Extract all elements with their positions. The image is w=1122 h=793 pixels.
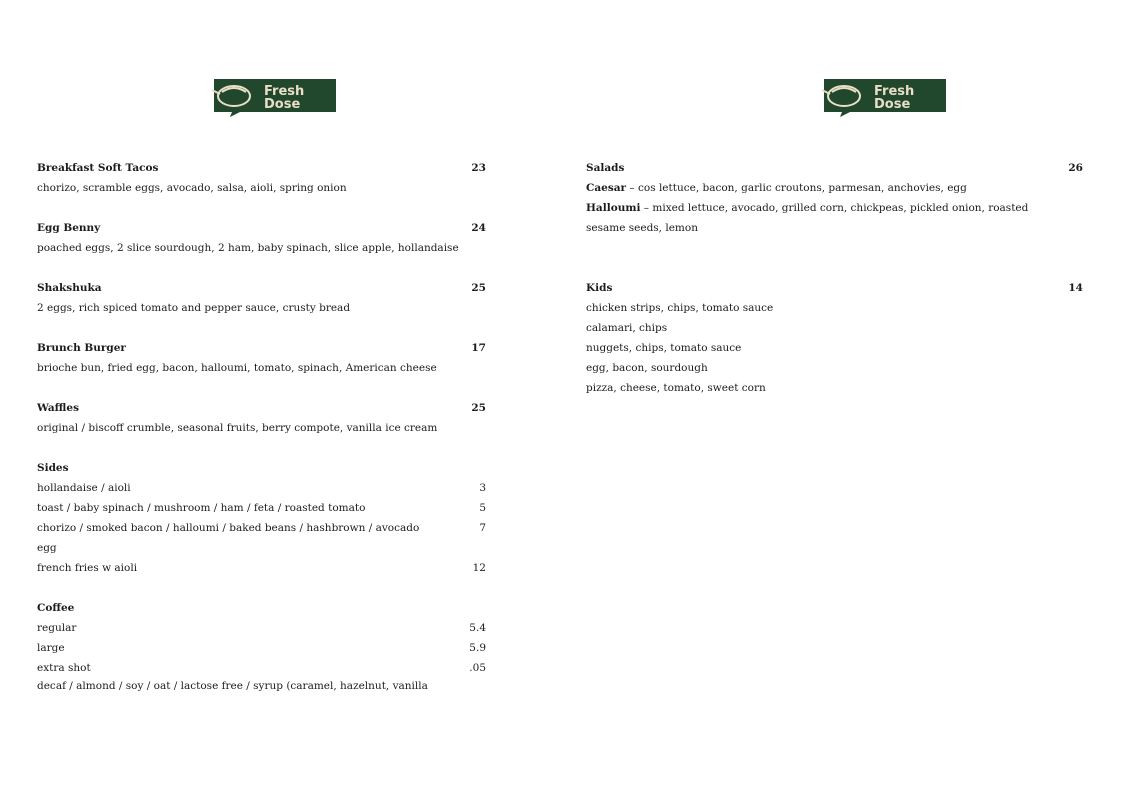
salad-description-cont: sesame seeds, lemon bbox=[586, 222, 698, 234]
coffee-price: .05 bbox=[469, 662, 486, 674]
salad-name: Halloumi bbox=[586, 202, 641, 214]
item-description: brioche bun, fried egg, bacon, halloumi, tomato, spinach, American cheese bbox=[37, 362, 437, 374]
side-name: chorizo / smoked bacon / halloumi / baked beans / hashbrown / avocado bbox=[37, 522, 420, 534]
side-name: hollandaise / aioli bbox=[37, 482, 131, 494]
list-item: nuggets, chips, tomato sauce bbox=[586, 342, 742, 354]
side-name: french fries w aioli bbox=[37, 562, 138, 574]
item-price: 26 bbox=[1068, 162, 1083, 174]
list-item bbox=[37, 618, 486, 638]
salad-halloumi bbox=[586, 198, 1083, 218]
item-title: Shakshuka bbox=[37, 282, 102, 294]
coffee-name: extra shot bbox=[37, 662, 91, 674]
section-title-salads: Salads bbox=[586, 162, 625, 174]
logo-text-dose: Dose bbox=[874, 97, 911, 112]
salad-description: – mixed lettuce, avocado, grilled corn, chickpeas, pickled onion, roasted bbox=[640, 202, 1029, 214]
menu-item-header bbox=[586, 278, 1083, 298]
menu-item-header bbox=[586, 158, 1083, 178]
section-title-coffee: Coffee bbox=[37, 602, 75, 614]
list-item bbox=[37, 658, 486, 678]
coffee-note: decaf / almond / soy / oat / lactose free / syrup (caramel, hazelnut, vanilla bbox=[37, 680, 428, 692]
list-item: egg, bacon, sourdough bbox=[586, 362, 708, 374]
logo-text-dose: Dose bbox=[264, 97, 301, 112]
logo-right bbox=[820, 76, 946, 118]
list-item bbox=[37, 558, 486, 578]
menu-right-column bbox=[586, 158, 1083, 398]
logo-left bbox=[210, 76, 336, 118]
menu-left-column bbox=[37, 158, 486, 694]
logo-text-fresh: Fresh bbox=[874, 84, 915, 99]
coffee-name: large bbox=[37, 642, 65, 654]
list-item: chicken strips, chips, tomato sauce bbox=[586, 302, 774, 314]
item-description: chorizo, scramble eggs, avocado, salsa, aioli, spring onion bbox=[37, 182, 347, 194]
list-item: pizza, cheese, tomato, sweet corn bbox=[586, 382, 766, 394]
list-item: calamari, chips bbox=[586, 322, 668, 334]
menu-item-header bbox=[37, 218, 486, 238]
list-item bbox=[37, 638, 486, 658]
item-description: poached eggs, 2 slice sourdough, 2 ham, baby spinach, slice apple, hollandaise bbox=[37, 242, 459, 254]
item-title: Waffles bbox=[37, 402, 79, 414]
item-title: Breakfast Soft Tacos bbox=[37, 162, 159, 174]
item-price: 25 bbox=[471, 282, 486, 294]
list-item bbox=[37, 538, 486, 558]
list-item bbox=[37, 478, 486, 498]
side-name: toast / baby spinach / mushroom / ham / feta / roasted tomato bbox=[37, 502, 366, 514]
side-name: egg bbox=[37, 542, 57, 554]
side-price: 3 bbox=[479, 482, 486, 494]
item-price: 23 bbox=[471, 162, 486, 174]
salad-name: Caesar bbox=[586, 182, 627, 194]
side-price: 5 bbox=[479, 502, 486, 514]
item-description: original / biscoff crumble, seasonal fruits, berry compote, vanilla ice cream bbox=[37, 422, 438, 434]
coffee-name: regular bbox=[37, 622, 77, 634]
menu-item-header bbox=[37, 398, 486, 418]
list-item bbox=[37, 498, 486, 518]
item-price: 14 bbox=[1068, 282, 1083, 294]
item-price: 25 bbox=[471, 402, 486, 414]
section-title-sides: Sides bbox=[37, 462, 69, 474]
item-title: Egg Benny bbox=[37, 222, 101, 234]
coffee-price: 5.4 bbox=[469, 622, 486, 634]
logo-text-fresh: Fresh bbox=[264, 84, 305, 99]
salad-caesar bbox=[586, 178, 1083, 198]
side-price: 12 bbox=[472, 562, 486, 574]
list-item bbox=[37, 518, 486, 538]
menu-item-header bbox=[37, 278, 486, 298]
item-price: 24 bbox=[471, 222, 486, 234]
item-description: 2 eggs, rich spiced tomato and pepper sauce, crusty bread bbox=[37, 302, 351, 314]
section-title-kids: Kids bbox=[586, 282, 613, 294]
menu-item-header bbox=[37, 158, 486, 178]
coffee-price: 5.9 bbox=[469, 642, 486, 654]
menu-item-header bbox=[37, 338, 486, 358]
item-title: Brunch Burger bbox=[37, 342, 126, 354]
side-price: 7 bbox=[479, 522, 486, 534]
salad-description: – cos lettuce, bacon, garlic croutons, parmesan, anchovies, egg bbox=[626, 182, 967, 194]
item-price: 17 bbox=[471, 342, 486, 354]
